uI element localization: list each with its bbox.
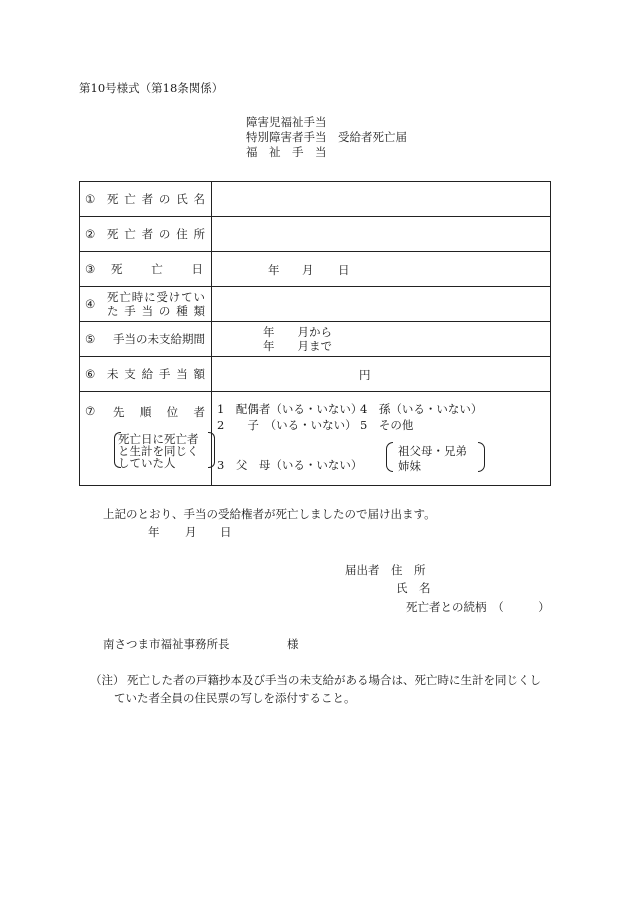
- statement: 上記のとおり、手当の受給権者が死亡しましたので届け出ます。: [103, 507, 436, 521]
- addressee-name: 南さつま市福祉事務所長: [103, 637, 230, 651]
- other-line-1: 祖父母・兄弟: [398, 444, 467, 458]
- note-prefix: （注）: [90, 673, 125, 687]
- row-deceased-name: [80, 182, 551, 217]
- paren-left: [386, 442, 393, 472]
- date-year: 年: [148, 525, 160, 539]
- title-line-2: 特別障害者手当 受給者死亡届: [246, 130, 407, 144]
- label-unpaid-period: 手当の未支給期間: [113, 332, 205, 346]
- title-line-3: 福 祉 手 当: [246, 145, 327, 159]
- period-to: 年 月まで: [263, 339, 332, 353]
- row-death-date: [80, 252, 551, 287]
- field-allowance-type[interactable]: [212, 287, 551, 322]
- applicant-address-label: 届出者 住 所: [345, 563, 426, 577]
- date-month: 月: [185, 525, 197, 539]
- choice-grandchild: 4 孫（いる・いない）: [360, 402, 483, 416]
- note-line-2: ていた者全員の住民票の写しを添付すること。: [114, 691, 356, 705]
- paren-right: [478, 442, 485, 472]
- yen-label: 円: [359, 368, 371, 382]
- sub-label-line-2: と生計を同じく: [118, 444, 199, 458]
- addressee-honorific: 様: [287, 637, 299, 651]
- choice-parents: 3 父 母（いる・いない）: [217, 458, 363, 472]
- row-number: ⑤: [85, 332, 96, 346]
- month-label: 月: [302, 263, 314, 277]
- label-priority-persons: 先順位者: [113, 405, 205, 419]
- title-line-1: 障害児福祉手当: [246, 115, 327, 129]
- label-line: た手当の種類: [107, 304, 205, 318]
- label-deceased-name: 死亡者の氏名: [107, 192, 205, 206]
- field-unpaid-amount[interactable]: [212, 357, 551, 392]
- row-number: ④: [85, 297, 96, 311]
- year-label: 年: [268, 263, 280, 277]
- form-table: [79, 181, 551, 486]
- row-number: ①: [85, 192, 96, 206]
- row-number: ③: [85, 262, 96, 276]
- applicant-relation-label: 死亡者との続柄 （ ）: [406, 600, 550, 614]
- field-death-date[interactable]: [212, 252, 551, 287]
- label-line: 死亡時に受けてい: [107, 290, 205, 304]
- choice-other: 5 その他: [360, 418, 414, 432]
- sub-label-line-3: していた人: [118, 456, 176, 470]
- row-unpaid-amount: [80, 357, 551, 392]
- label-death-date: 死亡日: [111, 262, 203, 276]
- choice-child: 2 子 （いる・いない）: [217, 418, 357, 432]
- field-priority-persons[interactable]: [212, 392, 551, 486]
- row-number: ⑥: [85, 367, 96, 381]
- label-deceased-address: 死亡者の住所: [107, 227, 205, 241]
- field-deceased-name[interactable]: [212, 182, 551, 217]
- row-allowance-type: [80, 287, 551, 322]
- label-allowance-type: [107, 290, 205, 318]
- row-number: ⑦: [85, 404, 96, 418]
- row-number: ②: [85, 227, 96, 241]
- label-unpaid-amount: 未支給手当額: [107, 367, 205, 381]
- choice-spouse: 1 配偶者（いる・いない）: [217, 402, 363, 416]
- applicant-name-label: 氏 名: [396, 581, 431, 595]
- date-day: 日: [220, 525, 232, 539]
- form-number: 第10号様式（第18条関係）: [79, 81, 224, 95]
- note-line-1: 死亡した者の戸籍抄本及び手当の未支給がある場合は、死亡時に生計を同じくし: [127, 673, 541, 687]
- sub-label-line-1: 死亡日に死亡者: [118, 432, 199, 446]
- row-priority-persons: [80, 392, 551, 486]
- row-unpaid-period: [80, 322, 551, 357]
- day-label: 日: [338, 263, 350, 277]
- form-title: [246, 115, 407, 160]
- field-deceased-address[interactable]: [212, 217, 551, 252]
- period-from: 年 月から: [263, 325, 332, 339]
- row-deceased-address: [80, 217, 551, 252]
- field-unpaid-period[interactable]: [212, 322, 551, 357]
- other-line-2: 姉妹: [398, 459, 421, 473]
